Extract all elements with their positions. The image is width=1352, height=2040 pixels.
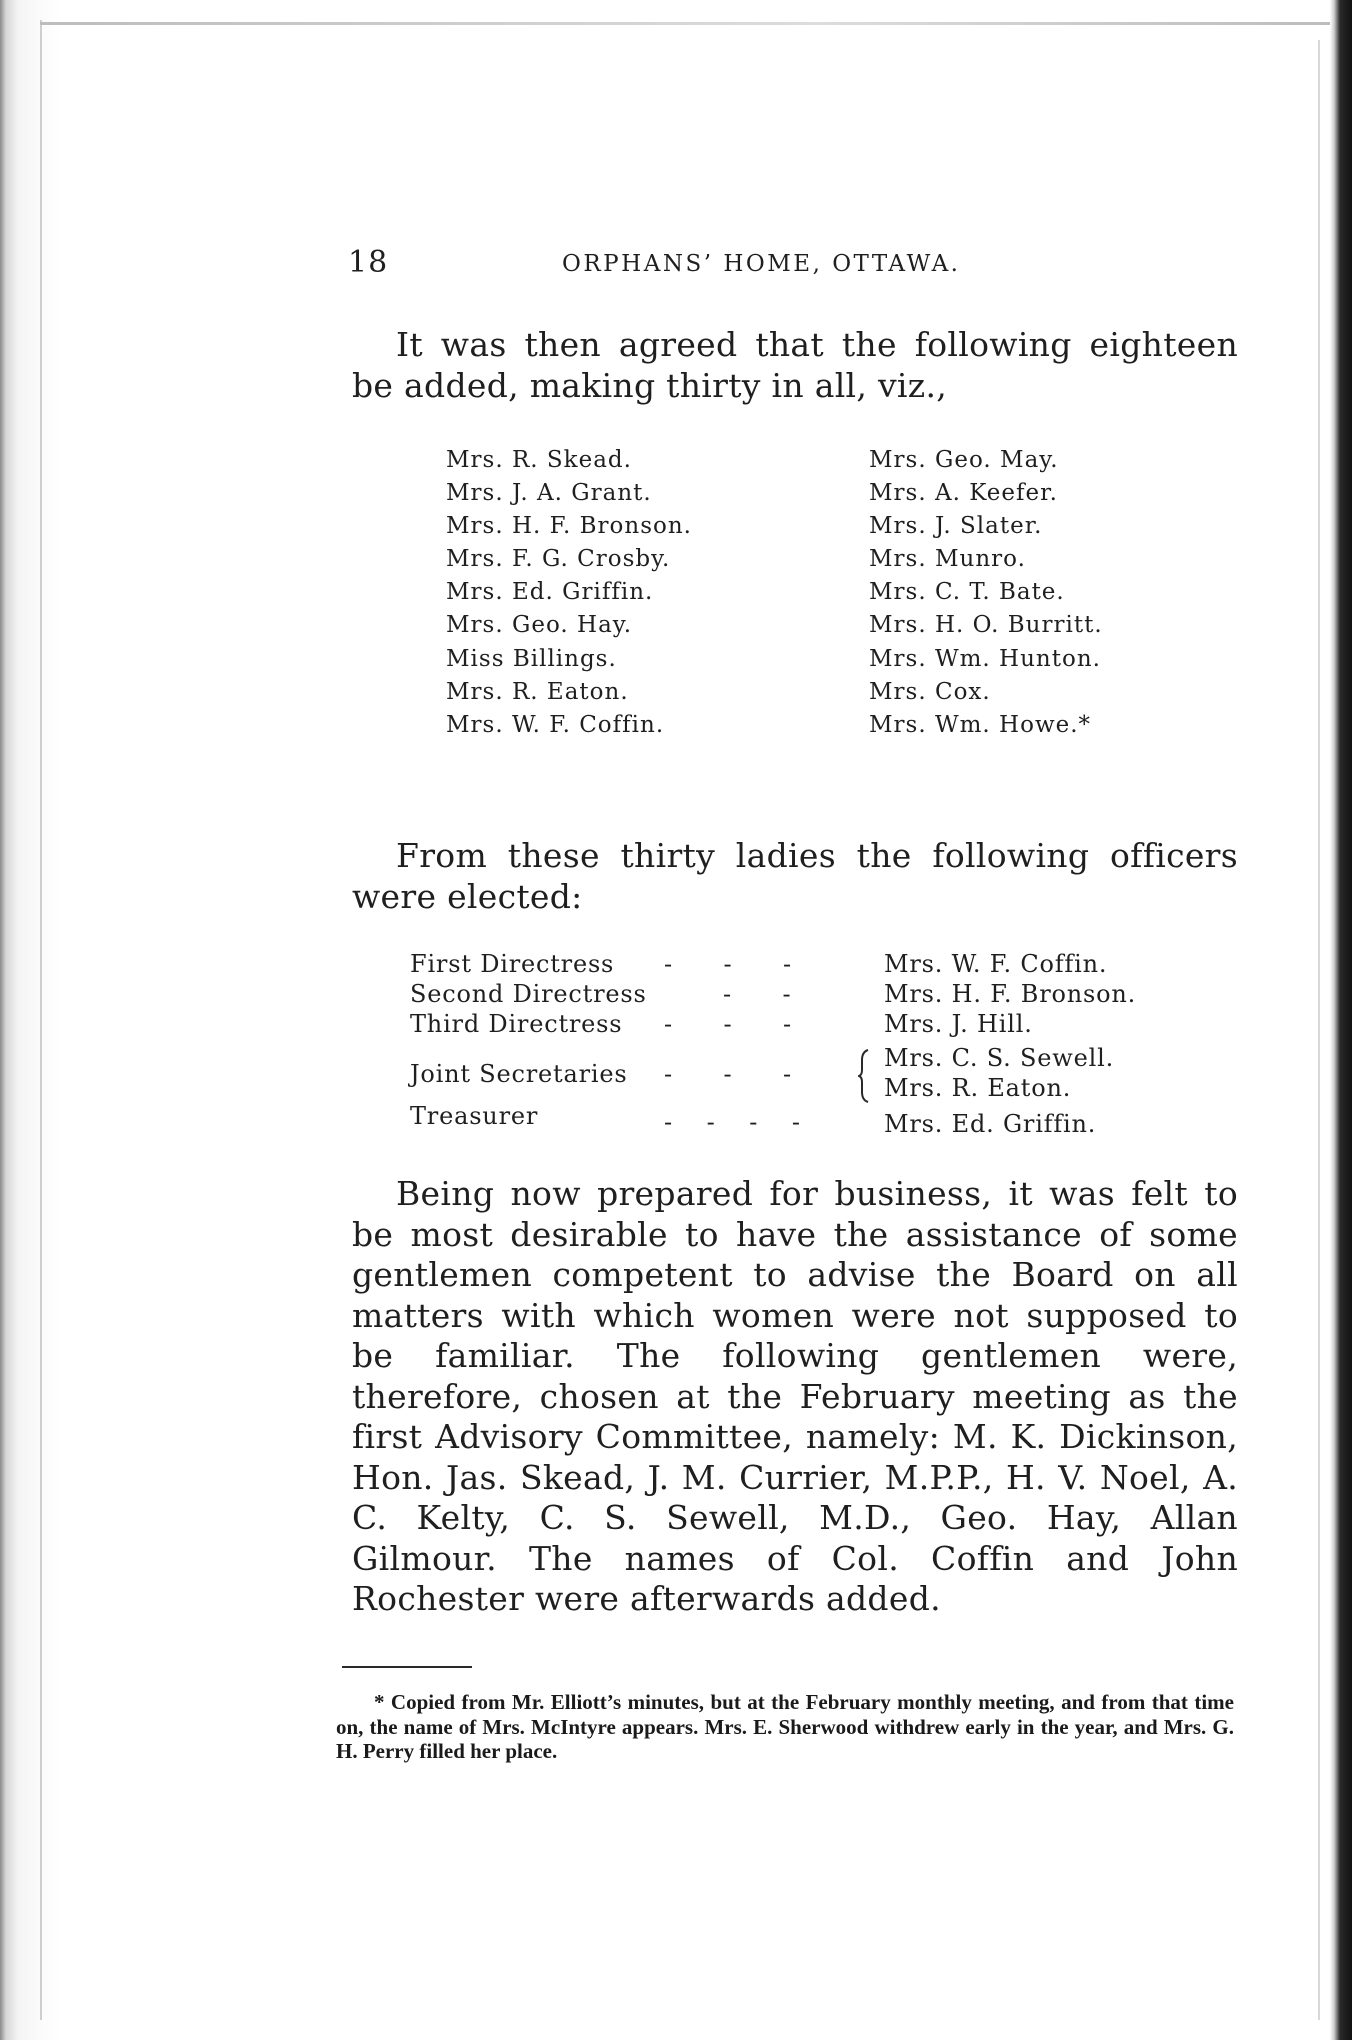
footnote	[336, 1690, 1234, 1764]
footnote-divider	[342, 1666, 472, 1668]
office-holder: Mrs. H. F. Bronson.	[884, 980, 1137, 1008]
member-name: Mrs. Geo. May.	[869, 447, 1059, 473]
office-title: Joint Secretaries	[410, 1060, 628, 1088]
paragraph-intro	[352, 325, 1238, 406]
office-holder: Mrs. W. F. Coffin.	[884, 950, 1108, 978]
office-holder: Mrs. J. Hill.	[884, 1010, 1033, 1038]
scan-page-edge-line-right	[1318, 40, 1320, 2020]
member-name: Mrs. F. G. Crosby.	[446, 546, 671, 573]
office-title: Third Directress	[410, 1010, 623, 1038]
officer-row	[410, 1010, 1210, 1040]
member-name: Miss Billings.	[446, 645, 617, 672]
member-name: Mrs. J. A. Grant.	[446, 480, 652, 507]
member-name: Mrs. Ed. Griffin.	[446, 579, 654, 606]
leader-dashes: - - -	[664, 1060, 792, 1088]
member-name: Mrs. H. O. Burritt.	[869, 612, 1103, 639]
scan-right-dark-edge	[1330, 0, 1352, 2040]
member-name: Mrs. H. F. Bronson.	[446, 513, 692, 540]
scan-top-edge	[40, 22, 1340, 25]
scan-binding-edge	[0, 0, 62, 2040]
member-name: Mrs. A. Keefer.	[869, 480, 1058, 507]
brace-icon	[858, 1048, 870, 1104]
member-name: Mrs. Geo. Hay.	[446, 612, 633, 639]
officer-row	[410, 980, 1210, 1010]
leader-dashes: - -	[664, 980, 792, 1008]
member-name: Mrs. Cox.	[869, 678, 991, 705]
officer-row	[410, 1044, 1210, 1106]
paragraph-advisory-committee	[352, 1174, 1238, 1620]
office-title: Treasurer	[410, 1102, 539, 1130]
officers-table	[410, 950, 1210, 1150]
member-list-left	[446, 444, 766, 742]
page-number: 18	[348, 245, 389, 280]
footnote-text: * Copied from Mr. Elliott’s minutes, but at the February monthly meeting, and from that time on, the name of Mrs. McIntyre appears. Mrs. E. Sherwood withdrew early in the year, and Mrs. G. H. Perry filled her place.	[336, 1690, 1234, 1763]
member-name: Mrs. J. Slater.	[869, 513, 1043, 540]
paragraph-officers-intro	[352, 836, 1238, 917]
paragraph-intro-text: It was then agreed that the following eighteen be added, making thirty in all, viz.,	[352, 325, 1238, 405]
member-name: Mrs. Wm. Howe.*	[869, 711, 1092, 738]
paragraph-officers-intro-text: From these thirty ladies the following officers were elected:	[352, 836, 1238, 916]
running-head	[348, 245, 1148, 285]
officer-row	[410, 1102, 1210, 1140]
office-title: Second Directress	[410, 980, 647, 1008]
member-name: Mrs. Wm. Hunton.	[869, 645, 1101, 672]
running-title: ORPHANS’ HOME, OTTAWA.	[562, 251, 961, 277]
office-holder-second: Mrs. R. Eaton.	[884, 1074, 1072, 1102]
scan-page-edge-line	[40, 20, 42, 2020]
office-holder: Mrs. C. S. Sewell.	[884, 1044, 1115, 1072]
officer-row	[410, 950, 1210, 980]
office-holder: Mrs. Ed. Griffin.	[884, 1110, 1097, 1138]
member-name: Mrs. R. Eaton.	[446, 678, 629, 705]
leader-dashes: - - - -	[664, 1108, 801, 1136]
leader-dashes: - - -	[664, 950, 792, 978]
paragraph-advisory-committee-text: Being now prepared for business, it was felt to be most desirable to have the assistance of some gentlemen competent to advise the Board on all matters with which women were not supposed to be familiar. The following gentlemen were, therefore, chosen at the February meeting as the first Advisory Committee, namely: M. K. Dickinson, Hon. Jas. Skead, J. M. Currier, M.P.P., H. V. Noel, A. C. Kelty, C. S. Sewell, M.D., Geo. Hay, Allan Gilmour. The names of Col. Coffin and John Rochester were afterwards added.	[352, 1174, 1238, 1618]
member-name: Mrs. Munro.	[869, 546, 1026, 573]
member-name: Mrs. W. F. Coffin.	[446, 711, 665, 738]
office-title: First Directress	[410, 950, 615, 978]
member-list-right	[869, 444, 1189, 742]
member-name: Mrs. C. T. Bate.	[869, 579, 1065, 606]
member-name: Mrs. R. Skead.	[446, 447, 632, 473]
leader-dashes: - - -	[664, 1010, 792, 1038]
